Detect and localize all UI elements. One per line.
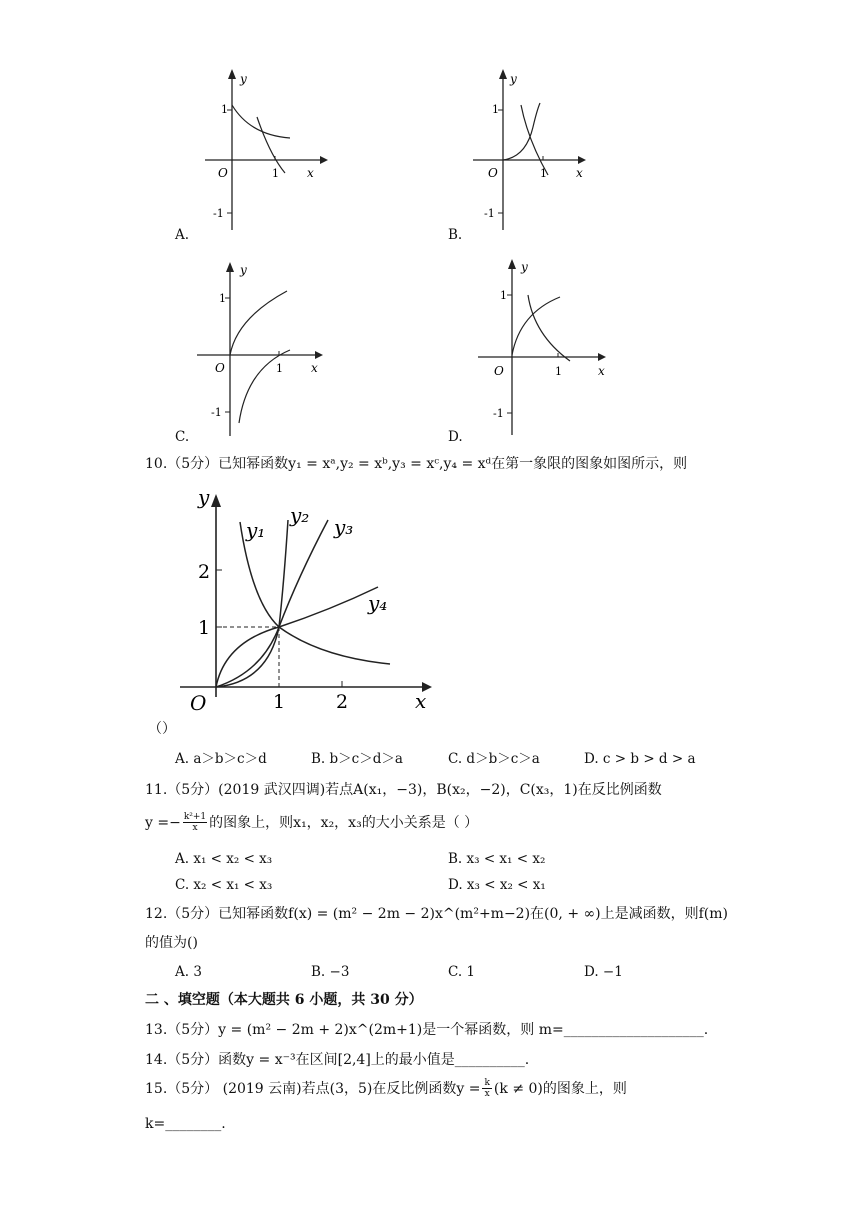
x-axis-arrow <box>598 353 606 361</box>
q10-option-c: C. d＞b＞c＞a <box>448 751 540 767</box>
q11-option-d: D. x₃ < x₂ < x₁ <box>448 877 546 893</box>
origin-label: O <box>190 691 207 715</box>
q11-option-a: A. x₁ < x₂ < x₃ <box>175 851 273 867</box>
graph-c-svg <box>175 258 335 443</box>
graph-option-b <box>448 65 608 245</box>
option-d-label: D. <box>448 429 463 445</box>
q13-text: 13.（5分）y = (m² − 2m + 2)x^(2m+1)是一个幂函数，则 m=____________________. <box>145 1022 709 1038</box>
y-axis-label: y <box>521 260 528 274</box>
q10-option-b: B. b＞c＞d＞a <box>311 751 403 767</box>
x-tick-label-1: 1 <box>540 167 547 180</box>
graph-a-svg <box>175 65 335 245</box>
x-axis-arrow <box>315 351 323 359</box>
x-axis-label: x <box>307 166 314 180</box>
curve-decreasing <box>521 105 548 175</box>
curve-exponential <box>232 105 290 138</box>
q11-fraction-denominator: x <box>192 823 198 833</box>
y-tick-label-1: 1 <box>219 292 226 305</box>
x-axis-arrow <box>320 156 328 164</box>
q15-fraction-denominator: x <box>484 1089 490 1099</box>
y-axis-arrow <box>508 259 516 269</box>
q15-stem-suffix: (k ≠ 0)的图象上，则 <box>493 1080 627 1097</box>
q11-stem-line2 <box>145 812 478 833</box>
section-2-title: 二 、填空题（本大题共 6 小题，共 30 分） <box>145 992 423 1008</box>
origin-label: O <box>494 364 504 378</box>
y-tick-label-2: 2 <box>198 561 211 583</box>
q15-stem <box>145 1078 627 1099</box>
q15-stem-prefix: 15.（5分） (2019 云南)若点(3，5)在反比例函数y = <box>145 1080 481 1097</box>
q15-answer-line: k=________. <box>145 1116 226 1132</box>
graph-option-d <box>448 255 618 440</box>
y-tick-label-neg1: -1 <box>484 207 495 220</box>
y-axis-arrow <box>499 69 507 79</box>
q12-option-d: D. −1 <box>584 964 623 980</box>
graph-b-svg <box>448 65 608 245</box>
q11-formula-prefix: y =− <box>145 814 181 831</box>
graph-option-c <box>175 258 335 443</box>
q10-option-d: D. c > b > d > a <box>584 751 696 767</box>
graph-option-a <box>175 65 335 245</box>
y-axis-arrow <box>228 69 236 79</box>
x-axis-label: x <box>576 166 583 180</box>
y-tick-label-neg1: -1 <box>213 207 224 220</box>
y-tick-label-neg1: -1 <box>211 406 222 419</box>
y-tick-label-1: 1 <box>492 103 499 116</box>
curve-exponential <box>528 295 570 361</box>
q15-fraction <box>482 1078 491 1099</box>
q11-option-c: C. x₂ < x₁ < x₃ <box>175 877 273 893</box>
x-axis-label: x <box>415 689 427 713</box>
origin-label: O <box>488 166 498 180</box>
option-b-label: B. <box>448 227 463 243</box>
curve-label-y1: y₁ <box>246 518 266 542</box>
q11-formula-suffix: 的图象上，则x₁，x₂，x₃的大小关系是（ ） <box>209 814 479 831</box>
curve-label-y2: y₂ <box>290 503 310 527</box>
curve-log <box>257 117 285 173</box>
q15-fraction-numerator: k <box>484 1078 490 1088</box>
x-axis-label: x <box>598 364 605 378</box>
origin-label: O <box>218 166 228 180</box>
q10-stem: 10.（5分）已知幂函数y₁ = xᵃ,y₂ = xᵇ,y₃ = xᶜ,y₄ = xᵈ在第一象限的图象如图所示，则 <box>145 456 688 472</box>
q12-option-a: A. 3 <box>175 964 202 980</box>
y-axis-label: y <box>510 72 517 86</box>
y-tick-label-1: 1 <box>221 103 228 116</box>
option-a-label: A. <box>175 227 190 243</box>
y-axis-label: y <box>240 72 247 86</box>
x-axis-label: x <box>311 361 318 375</box>
q11-fraction-numerator: k²+1 <box>183 812 207 822</box>
q12-stem-line2: 的值为() <box>145 935 198 951</box>
curve-increasing <box>503 103 540 160</box>
x-tick-label-2: 2 <box>336 691 349 713</box>
x-axis-arrow <box>578 156 586 164</box>
graph-d-svg <box>448 255 618 440</box>
curve-y3 <box>216 520 328 687</box>
q12-option-c: C. 1 <box>448 964 476 980</box>
curve-label-y4: y₄ <box>368 591 388 615</box>
q11-fraction <box>183 812 207 833</box>
q10-paren: （） <box>148 721 176 737</box>
q10-power-function-figure <box>170 482 450 717</box>
y-axis-label: y <box>240 263 247 277</box>
q14-text: 14.（5分）函数y = x⁻³在区间[2,4]上的最小值是__________. <box>145 1052 530 1068</box>
x-tick-label-1: 1 <box>273 691 286 713</box>
y-axis-label: y <box>198 485 210 509</box>
curve-power <box>230 291 287 355</box>
y-tick-label-neg1: -1 <box>493 407 504 420</box>
option-c-label: C. <box>175 429 190 445</box>
y-tick-label-1: 1 <box>198 617 211 639</box>
origin-label: O <box>215 361 225 375</box>
q12-option-b: B. −3 <box>311 964 350 980</box>
q11-stem-line1: 11.（5分）(2019 武汉四调)若点A(x₁，−3)，B(x₂，−2)，C(x₃，1)在反比例函数 <box>145 782 662 798</box>
curve-y4 <box>216 587 378 687</box>
y-axis-arrow <box>226 262 234 272</box>
y-tick-label-1: 1 <box>500 289 507 302</box>
q10-figure-svg <box>170 482 450 717</box>
x-tick-label-1: 1 <box>555 365 562 378</box>
x-tick-label-1: 1 <box>276 362 283 375</box>
curve-label-y3: y₃ <box>334 515 354 539</box>
q12-stem-line1: 12.（5分）已知幂函数f(x) = (m² − 2m − 2)x^(m²+m−2)在(0, + ∞)上是减函数，则f(m) <box>145 906 729 922</box>
curve-log <box>239 350 290 423</box>
x-tick-label-1: 1 <box>272 167 279 180</box>
y-axis-arrow <box>211 494 221 507</box>
q10-option-a: A. a＞b＞c＞d <box>175 751 267 767</box>
q11-option-b: B. x₃ < x₁ < x₂ <box>448 851 546 867</box>
